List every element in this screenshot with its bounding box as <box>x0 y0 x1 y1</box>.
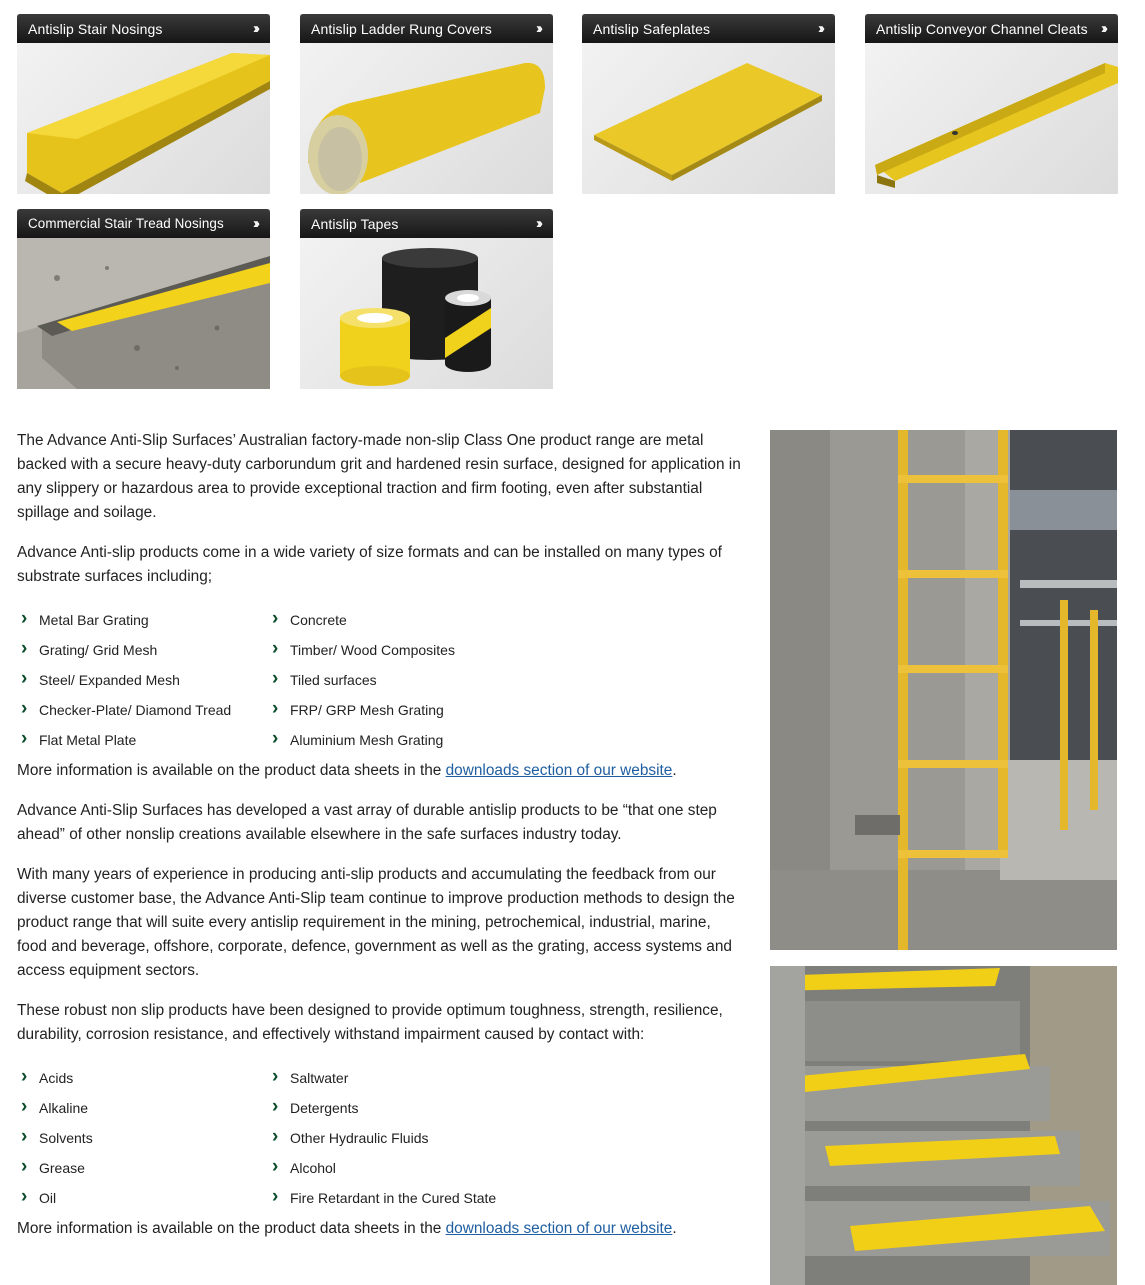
double-chevron-right-icon: ›› <box>253 215 257 232</box>
experience-paragraph: With many years of experience in producing anti-slip products and accumulating the feedback from our diverse customer base, the Advance Anti-Slip team continue to improve production methods to design the product range that will suite every antislip requirement in the mining, petrochemical, industrial, marine, food and beverage, offshore, corporate, defence, government as well as the grating, access systems and access equipment sectors. <box>17 866 735 979</box>
list-item: › Fire Retardant in the Cured State <box>268 1183 519 1213</box>
list-item: › Saltwater <box>268 1063 519 1093</box>
tile-conveyor-channel-cleats[interactable] <box>865 14 1118 194</box>
tile-title: Antislip Ladder Rung Covers <box>311 20 492 37</box>
downloads-link[interactable]: downloads section of our website <box>445 762 673 779</box>
stairs-photo <box>770 966 1117 1285</box>
tile-title: Antislip Tapes <box>311 215 399 232</box>
list-item: › Tiled surfaces <box>268 665 519 695</box>
list-item: › Aluminium Mesh Grating <box>268 725 519 755</box>
double-chevron-right-icon: ›› <box>818 20 822 37</box>
substrates-intro: Advance Anti-slip products come in a wide variety of size formats and can be installed on many types of substrate surfaces including; <box>17 544 722 585</box>
tile-header <box>582 14 835 43</box>
list-item: › Alcohol <box>268 1153 519 1183</box>
step-ahead-paragraph: Advance Anti-Slip Surfaces has developed a vast array of durable antislip products to be “that one step ahead” of other nonslip creations available elsewhere in the safe surfaces industry today. <box>17 802 717 843</box>
tile-ladder-rung-covers[interactable] <box>300 14 553 194</box>
main-content <box>17 429 742 1257</box>
tile-stair-nosings[interactable] <box>17 14 270 194</box>
intro-paragraph: The Advance Anti-Slip Surfaces’ Australian factory-made non-slip Class One product range are metal backed with a secure heavy-duty carborundum grit and hardened resin surface, designed for application in any slippery or hazardous area to provide exceptional traction and firm footing, even after substantial spillage and soilage. <box>17 432 741 521</box>
double-chevron-right-icon: ›› <box>536 215 540 232</box>
more-info-end: . <box>672 1220 677 1237</box>
more-info-paragraph <box>17 759 742 783</box>
ladder-photo <box>770 430 1117 950</box>
robust-paragraph: These robust non slip products have been designed to provide optimum toughness, strength, resilience, durability, corrosion resistance, and effectively withstand impairment caused by contact with: <box>17 1002 723 1043</box>
safeplate-image <box>582 43 835 194</box>
list-item: › FRP/ GRP Mesh Grating <box>268 695 519 725</box>
tile-header <box>300 14 553 43</box>
list-item: › Metal Bar Grating <box>17 605 268 635</box>
tile-commercial-stair-tread-nosings[interactable] <box>17 209 270 389</box>
substrate-list <box>17 605 742 755</box>
antislip-tapes-image <box>300 238 553 389</box>
list-item: › Alkaline <box>17 1093 268 1123</box>
list-item: › Solvents <box>17 1123 268 1153</box>
double-chevron-right-icon: ›› <box>253 20 257 37</box>
more-info-paragraph-bottom <box>17 1217 742 1241</box>
more-info-end: . <box>672 762 677 779</box>
list-item: › Timber/ Wood Composites <box>268 635 519 665</box>
list-item: › Oil <box>17 1183 268 1213</box>
stair-nosing-image <box>17 43 270 194</box>
tile-title: Antislip Safeplates <box>593 20 711 37</box>
list-item: › Detergents <box>268 1093 519 1123</box>
downloads-link-bottom[interactable]: downloads section of our website <box>445 1220 673 1237</box>
list-item: › Concrete <box>268 605 519 635</box>
list-item: › Grease <box>17 1153 268 1183</box>
list-item: › Acids <box>17 1063 268 1093</box>
tile-header <box>865 14 1118 43</box>
list-item: › Grating/ Grid Mesh <box>17 635 268 665</box>
tile-header <box>17 209 270 238</box>
tile-antislip-tapes[interactable] <box>300 209 553 389</box>
double-chevron-right-icon: ›› <box>536 20 540 37</box>
tile-title: Commercial Stair Tread Nosings <box>28 216 224 231</box>
resistance-list <box>17 1063 742 1213</box>
conveyor-cleat-image <box>865 43 1118 194</box>
more-info-text: More information is available on the product data sheets in the <box>17 762 446 779</box>
list-item: › Flat Metal Plate <box>17 725 268 755</box>
tile-safeplates[interactable] <box>582 14 835 194</box>
double-chevron-right-icon: ›› <box>1101 20 1105 37</box>
list-item: › Other Hydraulic Fluids <box>268 1123 519 1153</box>
tile-title: Antislip Stair Nosings <box>28 20 163 37</box>
tile-title: Antislip Conveyor Channel Cleats <box>876 20 1088 37</box>
ladder-rung-cover-image <box>300 43 553 194</box>
tile-header <box>300 209 553 238</box>
list-item: › Checker-Plate/ Diamond Tread <box>17 695 268 725</box>
more-info-text: More information is available on the product data sheets in the <box>17 1220 446 1237</box>
tile-header <box>17 14 270 43</box>
commercial-stair-tread-image <box>17 238 270 389</box>
list-item: › Steel/ Expanded Mesh <box>17 665 268 695</box>
